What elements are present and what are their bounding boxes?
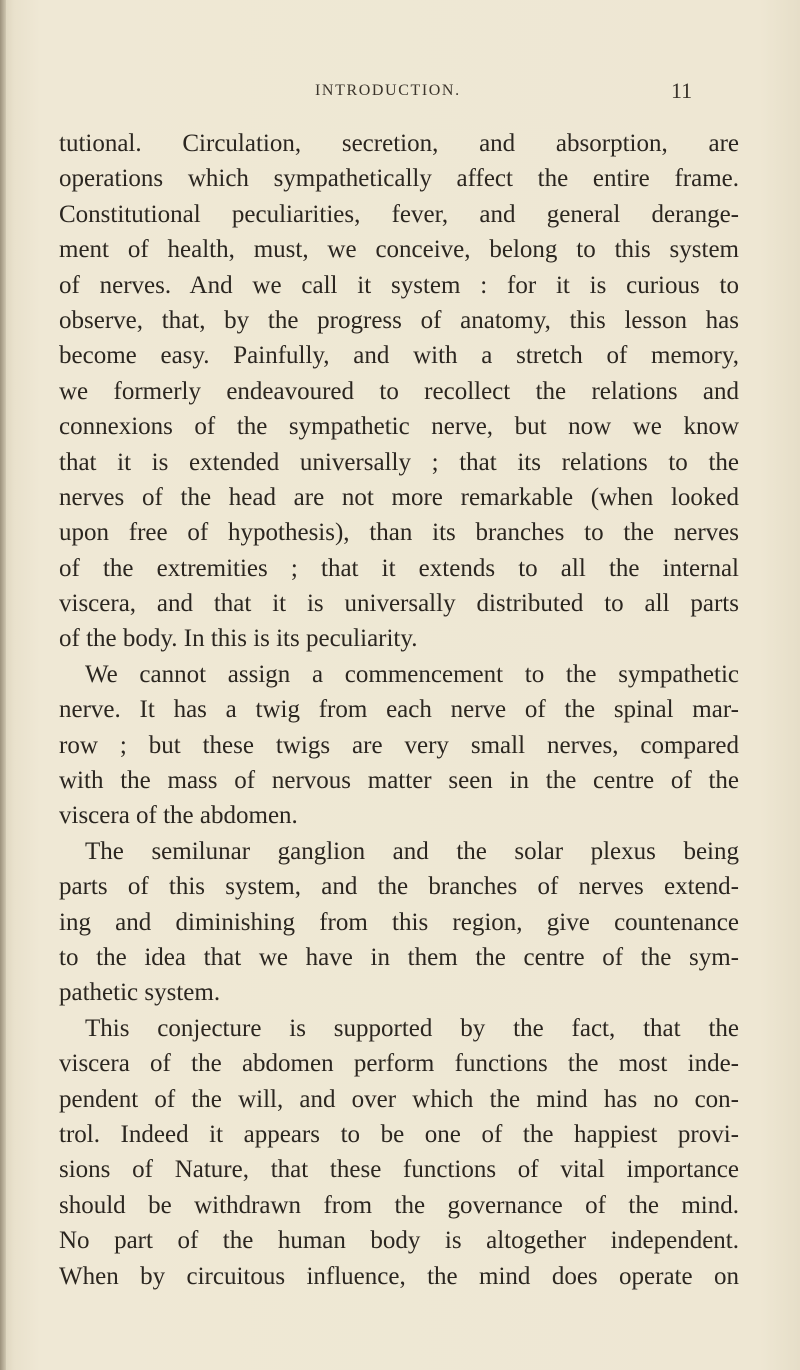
text-line: parts of this system, and the branches of nerves extend- (59, 873, 739, 901)
text-line: This conjecture is supported by the fact, that the (85, 1014, 739, 1042)
text-line: of the extremities ; that it extends to all the internal (59, 554, 739, 582)
text-line: connexions of the sympathetic nerve, but now we know (59, 413, 739, 441)
text-line: No part of the human body is altogether independent. (59, 1227, 739, 1255)
text-line: that it is extended universally ; that its relations to the (59, 448, 739, 476)
text-line: we formerly endeavoured to recollect the relations and (59, 377, 739, 405)
text-line: pathetic system. (59, 979, 221, 1007)
text-line: nerves of the head are not more remarkable (when looked (59, 483, 739, 511)
text-line: operations which sympathetically affect the entire frame. (59, 165, 739, 193)
body-text (59, 126, 739, 1294)
text-line: to the idea that we have in them the centre of the sym- (59, 943, 739, 971)
text-line: sions of Nature, that these functions of vital importance (59, 1156, 739, 1184)
text-line: observe, that, by the progress of anatomy, this lesson has (59, 306, 739, 334)
text-line: Constitutional peculiarities, fever, and general derange- (59, 200, 739, 228)
text-line: row ; but these twigs are very small nerves, compared (59, 731, 739, 759)
text-line: should be withdrawn from the governance of the mind. (59, 1191, 739, 1219)
running-title: INTRODUCTION. (315, 82, 461, 99)
text-line: tutional. Circulation, secretion, and absorption, are (59, 130, 739, 157)
text-line: nerve. It has a twig from each nerve of the spinal mar- (59, 696, 739, 724)
text-line: We cannot assign a commencement to the sympathetic (85, 660, 739, 688)
text-line: of the body. In this is its peculiarity. (59, 625, 418, 653)
page-number: 11 (671, 78, 693, 103)
text-line: upon free of hypothesis), than its branches to the nerves (59, 519, 739, 547)
text-line: trol. Indeed it appears to be one of the happiest provi- (59, 1120, 739, 1148)
text-line: viscera of the abdomen perform functions the most inde- (59, 1050, 739, 1078)
text-line: When by circuitous influence, the mind does operate on (59, 1262, 739, 1290)
text-line: ing and diminishing from this region, give countenance (59, 908, 739, 936)
text-line: ment of health, must, we conceive, belong to this system (59, 236, 739, 264)
text-line: with the mass of nervous matter seen in the centre of the (59, 767, 739, 795)
text-line: become easy. Painfully, and with a stretch of memory, (59, 342, 739, 370)
text-line: The semilunar ganglion and the solar plexus being (85, 837, 739, 865)
text-line: viscera of the abdomen. (59, 802, 298, 830)
text-line: viscera, and that it is universally distributed to all parts (59, 590, 739, 618)
text-line: of nerves. And we call it system : for it is curious to (59, 271, 739, 299)
running-head (0, 78, 800, 112)
binding-edge (0, 0, 6, 1370)
text-line: pendent of the will, and over which the mind has no con- (59, 1085, 739, 1113)
